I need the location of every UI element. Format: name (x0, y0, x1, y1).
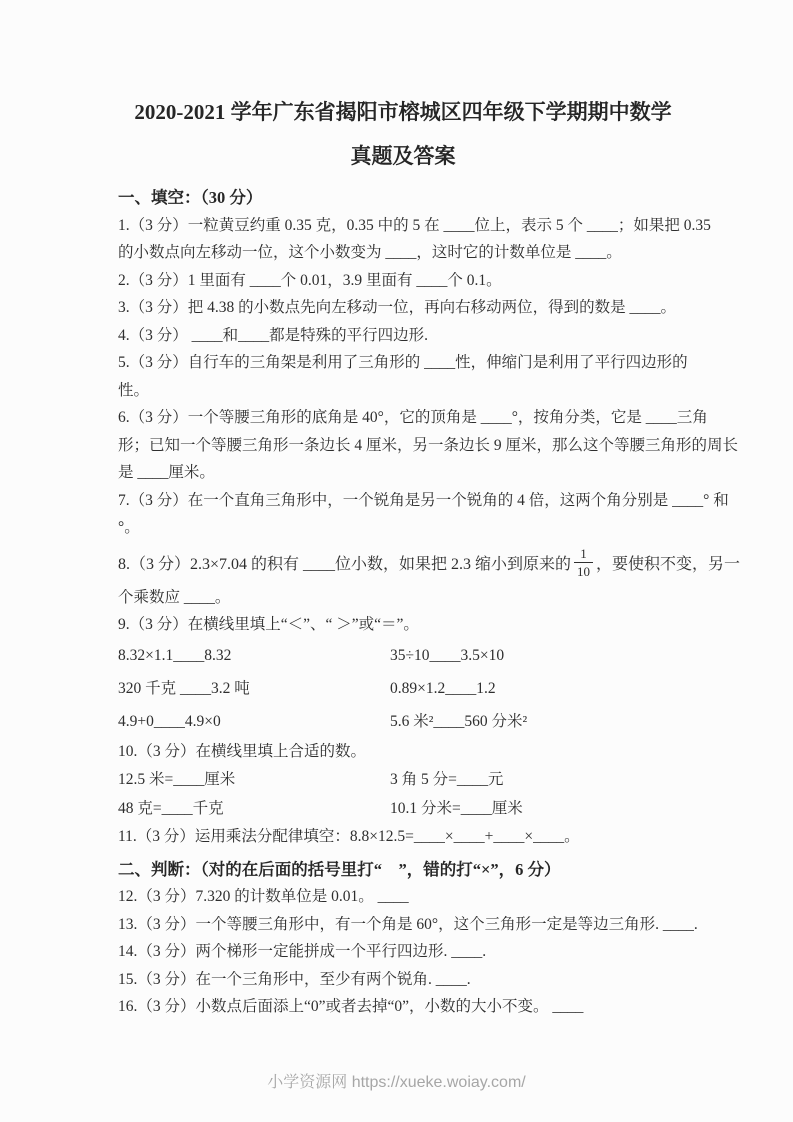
q10-row-2-left: 48 克=____千克 (118, 800, 224, 817)
question-9-row-2 (118, 672, 688, 705)
q10-row-1-left: 12.5 米=____厘米 (118, 771, 236, 788)
question-8-text-after-fraction: ，要使积不变，另一 (596, 556, 741, 573)
q9-row-1-right: 35÷10____3.5×10 (390, 646, 505, 664)
q10-row-1-right: 3 角 5 分=____元 (390, 771, 504, 788)
footer-watermark: 小学资源网 https://xueke.woiay.com/ (267, 1074, 526, 1091)
question-14: 14.（3 分）两个梯形一定能拼成一个平行四边形. ____. (118, 943, 487, 960)
q9-row-1-left: 8.32×1.1____8.32 (118, 646, 232, 664)
q9-row-3-right: 5.6 米²____560 分米² (390, 712, 528, 730)
question-8-line-1 (118, 542, 741, 584)
question-10-row-1 (118, 765, 688, 794)
question-9-heading: 9.（3 分）在横线里填上“＜”、“ ＞”或“＝”。 (118, 616, 419, 633)
title-line-1: 2020-2021 学年广东省揭阳市榕城区四年级下学期期中数学 (134, 100, 672, 124)
question-6-line-2: 形；已知一个等腰三角形一条边长 4 厘米，另一条边长 9 厘米，那么这个等腰三角形的周长 (118, 436, 739, 454)
q9-row-3-left: 4.9+0____4.9×0 (118, 712, 221, 730)
question-1-line-2: 的小数点向左移动一位，这个小数变为 ____，这时它的计数单位是 ____。 (118, 244, 622, 261)
question-13: 13.（3 分）一个等腰三角形中，有一个角是 60°，这个三角形一定是等边三角形. ____. (118, 915, 698, 933)
question-9-row-3 (118, 705, 688, 738)
question-8-line-2: 个乘数应 ____。 (118, 588, 231, 606)
section-fill-heading: 一、填空：（30 分） (118, 188, 263, 207)
fraction-denominator: 10 (574, 562, 593, 578)
question-7-line-2: °。 (118, 519, 140, 536)
q9-row-2-left: 320 千克 ____3.2 吨 (118, 679, 250, 697)
q10-row-2-right: 10.1 分米=____厘米 (390, 800, 523, 817)
fraction-numerator: 1 (580, 546, 587, 561)
question-16: 16.（3 分）小数点后面添上“0”或者去掉“0”，小数的大小不变。 ____ (118, 998, 584, 1015)
question-1-line-1: 1.（3 分）一粒黄豆约重 0.35 克，0.35 中的 5 在 ____位上，表示 5 个 ____；如果把 0.35 (118, 216, 711, 234)
question-10-row-2 (118, 794, 688, 823)
question-5-line-1: 5.（3 分）自行车的三角架是利用了三角形的 ____性，伸缩门是利用了平行四边形的 (118, 354, 688, 371)
page-content (118, 90, 741, 1021)
fraction-one-tenth (574, 547, 593, 578)
title-line-2: 真题及答案 (350, 144, 456, 168)
question-8-text-before-fraction: 8.（3 分）2.3×7.04 的积有 ____位小数，如果把 2.3 缩小到原来的 (118, 556, 572, 573)
question-11: 11.（3 分）运用乘法分配律填空：8.8×12.5=____×____+____×____。 (118, 828, 580, 845)
question-5-line-2: 性。 (118, 381, 150, 399)
question-4: 4.（3 分） ____和____都是特殊的平行四边形. (118, 326, 429, 344)
question-10-heading: 10.（3 分）在横线里填上合适的数。 (118, 742, 367, 760)
question-6-line-1: 6.（3 分）一个等腰三角形的底角是 40°，它的顶角是 ____°，按角分类，它是 ____三角 (118, 409, 708, 426)
question-7-line-1: 7.（3 分）在一个直角三角形中，一个锐角是另一个锐角的 4 倍，这两个角分别是 ____° 和 (118, 491, 729, 509)
question-2: 2.（3 分）1 里面有 ____个 0.01，3.9 里面有 ____个 0.1。 (118, 271, 502, 289)
question-12: 12.（3 分）7.320 的计数单位是 0.01。 ____ (118, 888, 409, 905)
question-3: 3.（3 分）把 4.38 的小数点先向左移动一位，再向右移动两位，得到的数是 ____。 (118, 299, 677, 316)
question-9-row-1 (118, 639, 688, 672)
question-15: 15.（3 分）在一个三角形中，至少有两个锐角. ____. (118, 970, 471, 988)
section-judge-heading: 二、判断：（对的在后面的括号里打“ ”，错的打“×”，6 分） (118, 859, 561, 879)
question-6-line-3: 是 ____厘米。 (118, 464, 215, 481)
q9-row-2-right: 0.89×1.2____1.2 (390, 679, 496, 697)
page-title (118, 90, 688, 178)
